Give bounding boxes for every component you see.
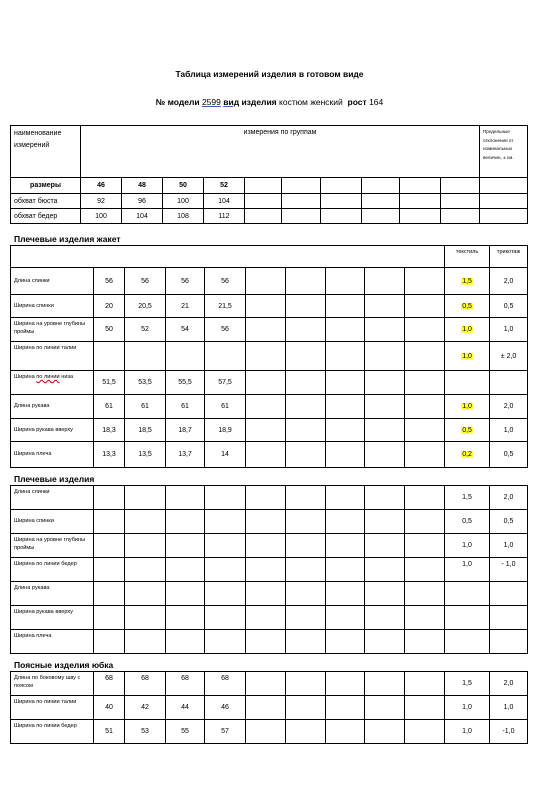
value-cell [205, 342, 246, 371]
value-cell: 68 [205, 672, 246, 696]
row-label: Длина по боковому шву с поясом [11, 672, 94, 696]
value-cell: 20 [94, 295, 125, 318]
value-cell: 13,3 [94, 442, 125, 468]
size-cell: 46 [81, 178, 122, 194]
row-label [11, 371, 94, 395]
tolerance-textile: 1,0 [462, 403, 472, 410]
document-subtitle [0, 97, 539, 107]
size-cell: 48 [122, 178, 163, 194]
row-label: Ширина по линии талии [11, 342, 94, 371]
value-cell: 40 [94, 696, 125, 720]
row-label: Ширина плеча [11, 442, 94, 468]
label-part: Ширина [14, 374, 37, 380]
row-label: Ширина плеча [11, 630, 94, 654]
value-cell: 18,3 [94, 419, 125, 442]
table-row [11, 268, 528, 295]
label-part: низа [59, 374, 74, 380]
tolerance-textile: 0,5 [445, 510, 490, 534]
tolerance-knit [490, 371, 528, 395]
value-cell: 100 [81, 209, 122, 224]
tolerance-textile [445, 371, 490, 395]
table-row [11, 510, 528, 534]
value-cell: 57,5 [205, 371, 246, 395]
table-row [11, 672, 528, 696]
rost-value: 164 [369, 97, 384, 107]
table-row [11, 371, 528, 395]
value-cell: 21 [166, 295, 205, 318]
skirt-table [10, 671, 528, 744]
product-type: костюм женский [279, 97, 343, 107]
value-cell: 55,5 [166, 371, 205, 395]
col-textile: текстиль [445, 246, 490, 268]
tolerance-knit: 2,0 [490, 672, 528, 696]
rost-label: рост [347, 97, 367, 107]
tolerance-textile: 1,0 [445, 720, 490, 744]
row-label: Длина рукава [11, 582, 94, 606]
tolerance-knit: -1,0 [490, 720, 528, 744]
tolerance-knit [490, 582, 528, 606]
value-cell: 104 [122, 209, 163, 224]
value-cell: 57 [205, 720, 246, 744]
value-cell: 55 [166, 720, 205, 744]
table-row [11, 720, 528, 744]
row-label: Длина спинки [11, 486, 94, 510]
table-row [11, 342, 528, 371]
tolerance-textile: 1,0 [445, 696, 490, 720]
value-cell: 61 [166, 395, 205, 419]
table-row [11, 442, 528, 468]
table-row [11, 630, 528, 654]
value-cell: 53,5 [125, 371, 166, 395]
row-label: Ширина на уровне глубины проймы [11, 534, 94, 558]
value-cell: 61 [205, 395, 246, 419]
value-cell: 18,9 [205, 419, 246, 442]
tolerance-textile: 0,5 [462, 426, 472, 434]
tolerance-knit: 0,5 [490, 510, 528, 534]
row-label: обхват бедер [11, 209, 81, 224]
tolerance-textile: 1,0 [445, 558, 490, 582]
tolerance-textile: 1,0 [462, 326, 472, 333]
value-cell: 51,5 [94, 371, 125, 395]
row-label: Ширина по линии бедер [11, 720, 94, 744]
value-cell: 108 [163, 209, 204, 224]
section-title-jacket: Плечевые изделия жакет [14, 234, 121, 244]
model-number: 2599 [201, 97, 221, 107]
document-title: Таблица измерений изделия в готовом виде [175, 69, 364, 79]
tolerance-textile [445, 606, 490, 630]
tolerance-textile: 1,5 [462, 277, 472, 285]
tolerance-knit [490, 630, 528, 654]
value-cell: 56 [205, 268, 246, 295]
value-cell: 51 [94, 720, 125, 744]
size-cell: 50 [163, 178, 204, 194]
tolerance-knit: 1,0 [490, 696, 528, 720]
value-cell: 68 [94, 672, 125, 696]
row-label: Длина рукава [11, 395, 94, 419]
table-row [11, 194, 528, 209]
tolerance-textile [445, 582, 490, 606]
value-cell: 56 [166, 268, 205, 295]
shoulder-table [10, 485, 528, 654]
value-cell [125, 342, 166, 371]
izdeliya-label: изделия [241, 97, 277, 107]
vid-label: вид [223, 97, 240, 107]
value-cell: 14 [205, 442, 246, 468]
tolerance-knit: 1,0 [490, 534, 528, 558]
tolerance-knit: ± 2,0 [490, 342, 528, 371]
value-cell: 46 [205, 696, 246, 720]
table-row [11, 209, 528, 224]
header-groups-cell: измерения по группам [81, 126, 480, 178]
value-cell: 61 [125, 395, 166, 419]
table-row [11, 318, 528, 342]
value-cell: 18,5 [125, 419, 166, 442]
section-title-shoulder: Плечевые изделия [14, 474, 95, 484]
row-label: Ширина по линии талии [11, 696, 94, 720]
row-label: Ширина рукава вверху [11, 419, 94, 442]
header-deviation-cell: Предельные отклонения от номинальных величин, ± см. [480, 126, 528, 178]
tolerance-textile: 0,2 [462, 451, 472, 458]
value-cell: 50 [94, 318, 125, 342]
tolerance-knit: 2,0 [490, 268, 528, 295]
row-label: Ширина спинки [11, 295, 94, 318]
row-label: Ширина на уровне глубины проймы [11, 318, 94, 342]
value-cell: 18,7 [166, 419, 205, 442]
table-row [11, 582, 528, 606]
value-cell: 56 [94, 268, 125, 295]
value-cell: 56 [205, 318, 246, 342]
tolerance-knit [490, 606, 528, 630]
row-label: обхват бюста [11, 194, 81, 209]
value-cell: 92 [81, 194, 122, 209]
value-cell: 53 [125, 720, 166, 744]
tolerance-textile: 0,5 [462, 302, 472, 310]
jacket-table [10, 245, 528, 468]
table-row [11, 534, 528, 558]
table-row [11, 295, 528, 318]
value-cell: 54 [166, 318, 205, 342]
sizes-label: размеры [11, 178, 81, 194]
table-row [11, 558, 528, 582]
col-knit: трикотаж [490, 246, 528, 268]
value-cell [166, 342, 205, 371]
table-row [11, 606, 528, 630]
section-title-skirt: Поясные изделия юбка [14, 660, 114, 670]
tolerance-textile: 1,0 [462, 352, 472, 360]
value-cell: 112 [204, 209, 245, 224]
table-row [11, 395, 528, 419]
table-row [11, 696, 528, 720]
value-cell: 104 [204, 194, 245, 209]
value-cell: 68 [166, 672, 205, 696]
tolerance-textile: 1,5 [445, 672, 490, 696]
value-cell: 20,5 [125, 295, 166, 318]
value-cell: 61 [94, 395, 125, 419]
header-table [10, 125, 528, 224]
tolerance-textile: 1,5 [445, 486, 490, 510]
row-label: Ширина рукава вверху [11, 606, 94, 630]
value-cell: 21,5 [205, 295, 246, 318]
value-cell: 52 [125, 318, 166, 342]
value-cell: 56 [125, 268, 166, 295]
row-label: Длина спинки [11, 268, 94, 295]
row-label: Ширина спинки [11, 510, 94, 534]
value-cell: 44 [166, 696, 205, 720]
tolerance-textile: 1,0 [445, 534, 490, 558]
table-row [11, 419, 528, 442]
tolerance-knit: 0,5 [490, 442, 528, 468]
value-cell: 42 [125, 696, 166, 720]
value-cell: 96 [122, 194, 163, 209]
tolerance-textile [445, 630, 490, 654]
table-row [11, 486, 528, 510]
tolerance-knit: - 1,0 [490, 558, 528, 582]
tolerance-knit: 1,0 [490, 318, 528, 342]
value-cell: 100 [163, 194, 204, 209]
header-name-cell: наименование измерений [11, 126, 81, 178]
row-label: Ширина по линии бедер [11, 558, 94, 582]
tolerance-knit: 1,0 [490, 419, 528, 442]
value-cell: 13,5 [125, 442, 166, 468]
value-cell: 13,7 [166, 442, 205, 468]
tolerance-knit: 0,5 [490, 295, 528, 318]
value-cell: 68 [125, 672, 166, 696]
tolerance-knit: 2,0 [490, 395, 528, 419]
tolerance-knit: 2,0 [490, 486, 528, 510]
value-cell [94, 342, 125, 371]
size-cell: 52 [204, 178, 245, 194]
model-label: № модели [155, 97, 200, 107]
label-part-wavy: по линии [36, 374, 60, 380]
